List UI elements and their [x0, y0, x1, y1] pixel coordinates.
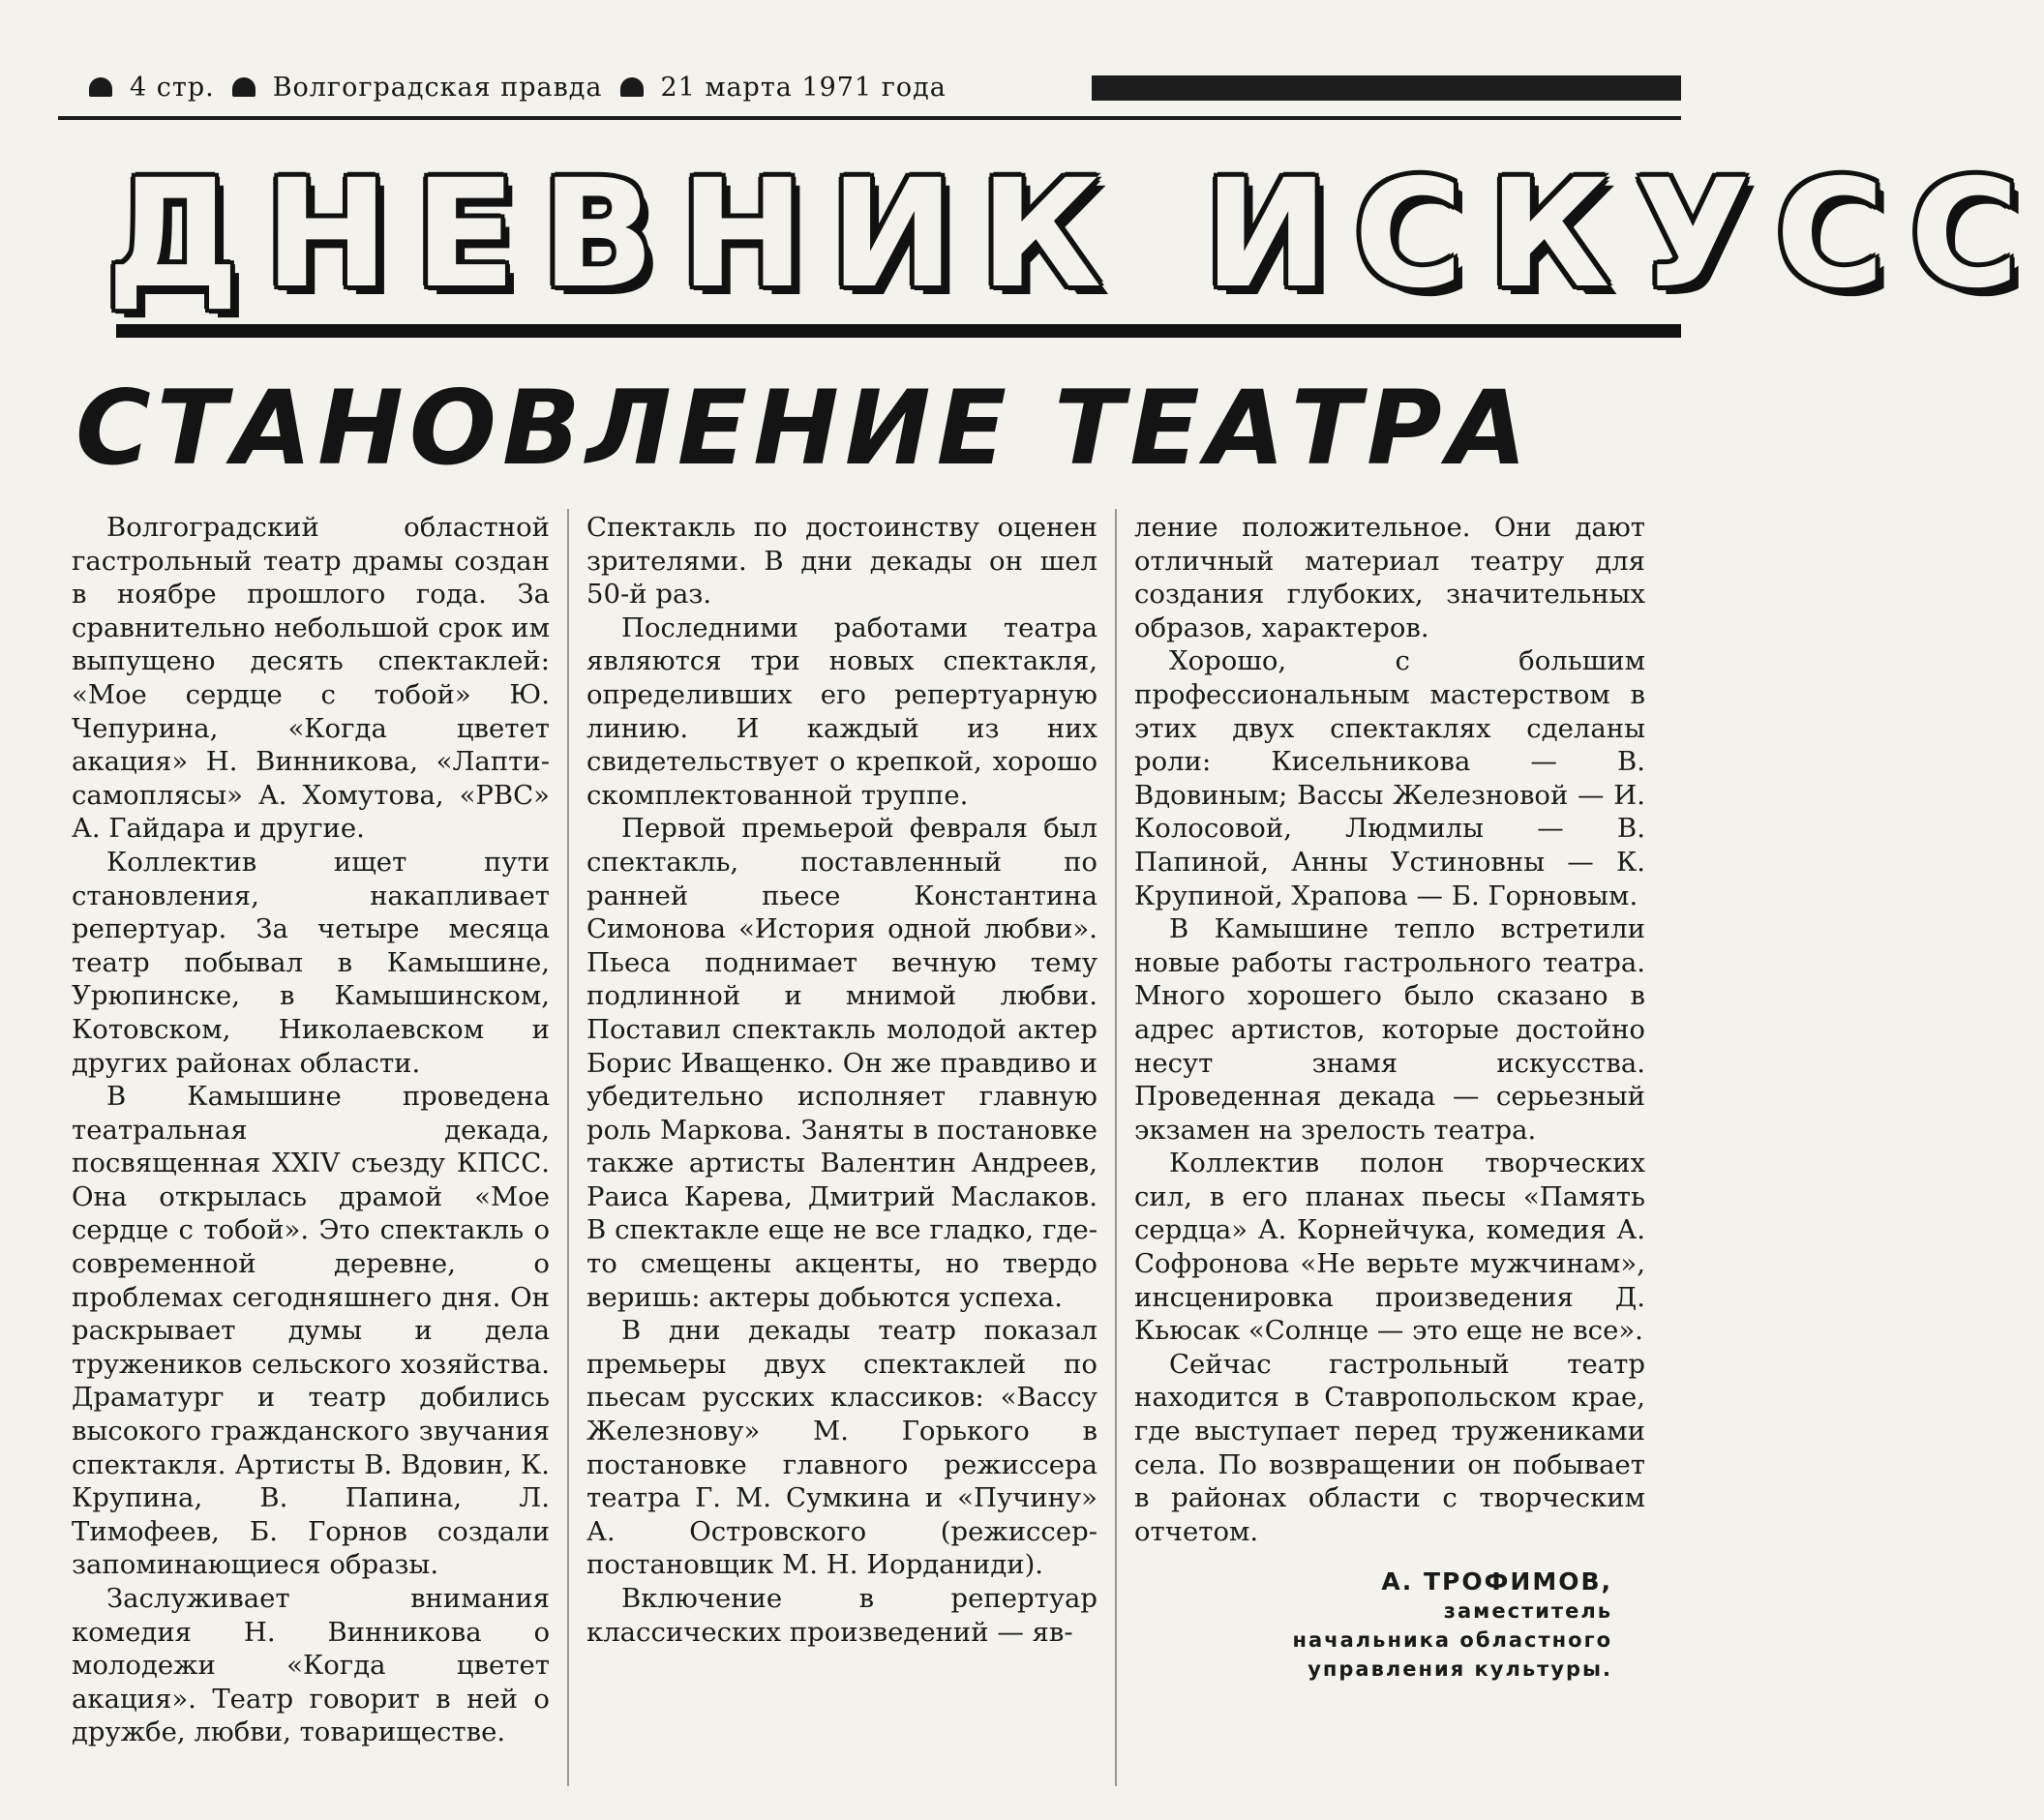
paragraph: В Камышине тепло встретили новые работы гастрольного театра. Много хорошего было сказано в адрес артистов, которые достойно несут знамя искусства. Проведенная декада — серьезный экзамен на зрелость театра. — [1134, 913, 1645, 1146]
masthead — [89, 66, 1086, 108]
paragraph: Первой премьерой февраля был спектакль, поставленный по ранней пьесе Константина Симонова «История одной любви». Пьеса поднимает вечную тему подлинной и мнимой любви. Поставил спектакль молодой актер Борис Иващенко. Он же правдиво и убедительно исполняет главную роль Маркова. Заняты в постановке также артисты Валентин Андреев, Раиса Карева, Дмитрий Маслаков. В спектакле еще не все гладко, где-то смещены акценты, но твердо веришь: актеры добьются успеха. — [586, 813, 1097, 1313]
masthead-rule — [58, 116, 1681, 120]
rubric-rule — [116, 324, 1681, 338]
bullet-icon — [232, 77, 256, 97]
column-divider — [567, 509, 569, 1786]
paragraph: Коллектив полон творческих сил, в его планах пьесы «Память сердца» А. Корнейчука, комедия А. Софронова «Не верьте мужчинам», инсценировка произведения Д. Кьюсак «Солнце — это еще не все». — [1134, 1148, 1645, 1347]
paragraph: Сейчас гастрольный театр находится в Ставропольском крае, где выступает перед тружениками села. По возвращении он побывает в районах области с творческим отчетом. — [1134, 1348, 1645, 1547]
article-column-1 — [72, 511, 550, 1749]
author-signature — [1134, 1567, 1645, 1684]
rubric-heading-frame — [106, 148, 2044, 321]
author-role: начальника областного — [1292, 1628, 1612, 1653]
paragraph: Спектакль по достоинству оценен зрителями. В дни декады он шел 50-й раз. — [586, 512, 1097, 611]
author-role: управления культуры. — [1308, 1657, 1612, 1682]
article-column-3 — [1134, 511, 1645, 1684]
article-column-2 — [586, 511, 1097, 1649]
bullet-icon — [620, 77, 644, 97]
author-name: А. ТРОФИМОВ, — [1381, 1567, 1612, 1596]
article-title: СТАНОВЛЕНИЕ ТЕАТРА — [75, 369, 1533, 488]
paragraph: В дни декады театр показал премьеры двух спектаклей по пьесам русских классиков: «Вассу Железнову» М. Горького в постановке главного режиссера театра Г. М. Сумкина и «Пучину» А. Островского (режиссер-постановщик М. Н. Иорданиди). — [586, 1315, 1097, 1581]
paragraph: В Камышине проведена театральная декада, посвященная XXIV съезду КПСС. Она открылась драмой «Мое сердце с тобой». Это спектакль о современной деревне, о проблемах сегодняшнего дня. Он раскрывает думы и дела тружеников сельского хозяйства. Драматург и театр добились высокого гражданского звучания спектакля. Артисты В. Вдовин, К. Крупина, В. Папина, Л. Тимофеев, Б. Горнов создали запоминающиеся образы. — [72, 1081, 550, 1581]
rubric-heading: ДНЕВНИК ИСКУСС — [106, 148, 2044, 321]
page-number: 4 стр. — [130, 72, 215, 103]
paragraph: Коллектив ищет пути становления, накапливает репертуар. За четыре месяца театр побывал в Камышине, Урюпинске, в Камышинском, Котовском, Николаевском и других районах области. — [72, 846, 550, 1079]
paragraph: Волгоградский областной гастрольный театр драмы создан в ноябре прошлого года. За сравнительно небольшой срок им выпущено десять спектаклей: «Мое сердце с тобой» Ю. Чепурина, «Когда цветет акация» Н. Винникова, «Лапти-самоплясы» А. Хомутова, «РВС» А. Гайдара и другие. — [72, 512, 550, 845]
bullet-icon — [89, 77, 112, 97]
author-role: заместитель — [1443, 1599, 1612, 1624]
paragraph: Включение в репертуар классических произведений — яв- — [586, 1583, 1097, 1648]
newspaper-name: Волгоградская правда — [272, 72, 603, 103]
paragraph: Последними работами театра являются три новых спектакля, определивших его репертуарную линию. И каждый из них свидетельствует о крепкой, хорошо скомплектованной труппе. — [586, 612, 1097, 811]
paragraph: ление положительное. Они дают отличный материал театру для создания глубоких, значительных образов, характеров. — [1134, 512, 1645, 643]
paragraph: Заслуживает внимания комедия Н. Винникова о молодежи «Когда цветет акация». Театр говорит в ней о дружбе, любви, товариществе. — [72, 1583, 550, 1748]
column-divider — [1115, 509, 1117, 1786]
paragraph: Хорошо, с большим профессиональным мастерством в этих двух спектаклях сделаны роли: Кисельникова — В. Вдовиным; Вассы Железновой — И. Колосовой, Людмилы — В. Папиной, Анны Устиновны — К. Крупиной, Храпова — Б. Горновым. — [1134, 645, 1645, 911]
issue-date: 21 марта 1971 года — [660, 72, 947, 103]
masthead-bar — [1092, 75, 1681, 101]
